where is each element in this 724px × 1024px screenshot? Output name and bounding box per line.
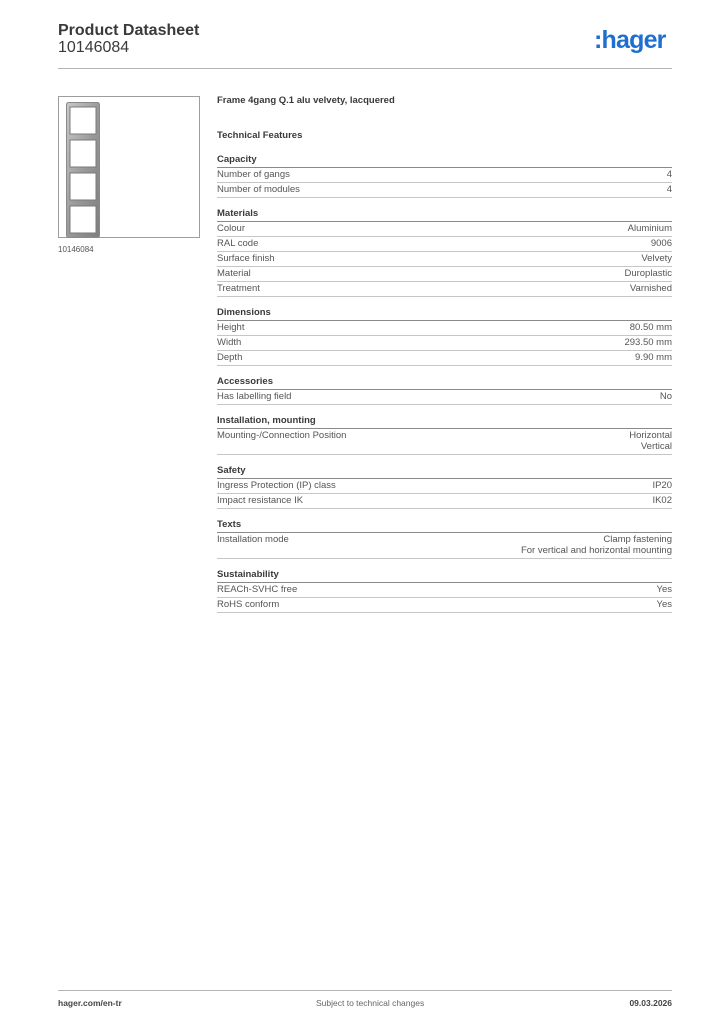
- feature-label: Surface finish: [217, 253, 275, 264]
- feature-value: [657, 599, 673, 610]
- feature-label: Number of modules: [217, 184, 300, 195]
- feature-value-line: Yes: [656, 584, 672, 595]
- feature-value: [660, 391, 672, 402]
- feature-value: [652, 480, 672, 491]
- feature-label: Height: [217, 322, 245, 333]
- feature-label: RoHS conform: [217, 599, 280, 610]
- feature-row: [217, 282, 672, 297]
- feature-value-line: Horizontal: [629, 430, 672, 441]
- feature-value-line: 4: [666, 169, 672, 180]
- feature-value-line: 4: [666, 184, 672, 195]
- section-title: Sustainability: [217, 569, 672, 583]
- feature-row: [217, 267, 672, 282]
- footer-website-link[interactable]: hager.com/en-tr: [58, 998, 122, 1008]
- feature-row: [217, 168, 672, 183]
- feature-value: [630, 322, 672, 333]
- feature-row: [217, 336, 672, 351]
- feature-value: [635, 352, 672, 363]
- feature-value: [652, 495, 672, 506]
- product-number: 10146084: [58, 39, 130, 56]
- feature-value-line: For vertical and horizontal mounting: [520, 545, 672, 556]
- product-image: [66, 102, 100, 238]
- feature-row: [217, 237, 672, 252]
- feature-value-line: 293.50 mm: [624, 337, 672, 348]
- feature-value-line: 9006: [650, 238, 672, 249]
- feature-label: RAL code: [217, 238, 259, 249]
- feature-value-line: Yes: [656, 599, 672, 610]
- feature-value-line: No: [659, 391, 672, 402]
- section-title: Capacity: [217, 154, 672, 168]
- feature-label: Treatment: [217, 283, 260, 294]
- footer-divider: [58, 990, 672, 991]
- footer-notice: Subject to technical changes: [316, 998, 425, 1008]
- feature-label: Ingress Protection (IP) class: [217, 480, 336, 491]
- section-title: Materials: [217, 208, 672, 222]
- feature-value-line: IP20: [652, 480, 672, 491]
- feature-label: Depth: [217, 352, 243, 363]
- feature-value: [624, 337, 672, 348]
- section-title: Texts: [217, 519, 672, 533]
- feature-value: [630, 283, 672, 294]
- feature-value-line: IK02: [652, 495, 672, 506]
- feature-label: Colour: [217, 223, 245, 234]
- feature-value: [667, 184, 672, 195]
- feature-label: Mounting-/Connection Position: [217, 430, 347, 441]
- feature-value-line: Vertical: [640, 441, 672, 452]
- image-caption: 10146084: [58, 245, 94, 254]
- feature-value: [657, 584, 673, 595]
- hager-logo[interactable]: :hager: [594, 26, 666, 54]
- feature-value-line: Varnished: [629, 283, 672, 294]
- feature-row: [217, 429, 672, 455]
- feature-sections: [217, 154, 672, 613]
- feature-value: [628, 223, 672, 234]
- footer-date: 09.03.2026: [629, 998, 672, 1008]
- feature-row: [217, 183, 672, 198]
- feature-value-line: Clamp fastening: [603, 534, 672, 545]
- feature-label: REACh-SVHC free: [217, 584, 298, 595]
- header-divider: [58, 68, 672, 69]
- feature-row: [217, 351, 672, 366]
- datasheet-content: [217, 95, 672, 613]
- section-title: Installation, mounting: [217, 415, 672, 429]
- feature-row: [217, 533, 672, 559]
- feature-value-line: Aluminium: [627, 223, 672, 234]
- feature-value-line: Velvety: [641, 253, 672, 264]
- feature-label: Width: [217, 337, 242, 348]
- section-title: Safety: [217, 465, 672, 479]
- feature-row: [217, 321, 672, 336]
- feature-value-line: 9.90 mm: [635, 352, 672, 363]
- feature-value: [624, 268, 672, 279]
- feature-value-line: Duroplastic: [624, 268, 672, 279]
- technical-features-heading: Technical Features: [217, 130, 303, 141]
- feature-label: Number of gangs: [217, 169, 290, 180]
- feature-label: Material: [217, 268, 251, 279]
- feature-row: [217, 479, 672, 494]
- document-title: Product Datasheet: [58, 22, 200, 39]
- feature-label: Has labelling field: [217, 391, 292, 402]
- feature-value: [641, 253, 672, 264]
- feature-value: [667, 169, 672, 180]
- feature-row: [217, 583, 672, 598]
- feature-row: [217, 252, 672, 267]
- feature-label: Installation mode: [217, 534, 289, 545]
- feature-label: Impact resistance IK: [217, 495, 304, 506]
- feature-value: [521, 534, 672, 556]
- feature-value: [629, 430, 672, 452]
- feature-row: [217, 222, 672, 237]
- feature-row: [217, 390, 672, 405]
- section-title: Accessories: [217, 376, 672, 390]
- section-title: Dimensions: [217, 307, 672, 321]
- feature-row: [217, 494, 672, 509]
- feature-row: [217, 598, 672, 613]
- product-name: Frame 4gang Q.1 alu velvety, lacquered: [217, 95, 395, 106]
- feature-value-line: 80.50 mm: [629, 322, 672, 333]
- feature-value: [651, 238, 672, 249]
